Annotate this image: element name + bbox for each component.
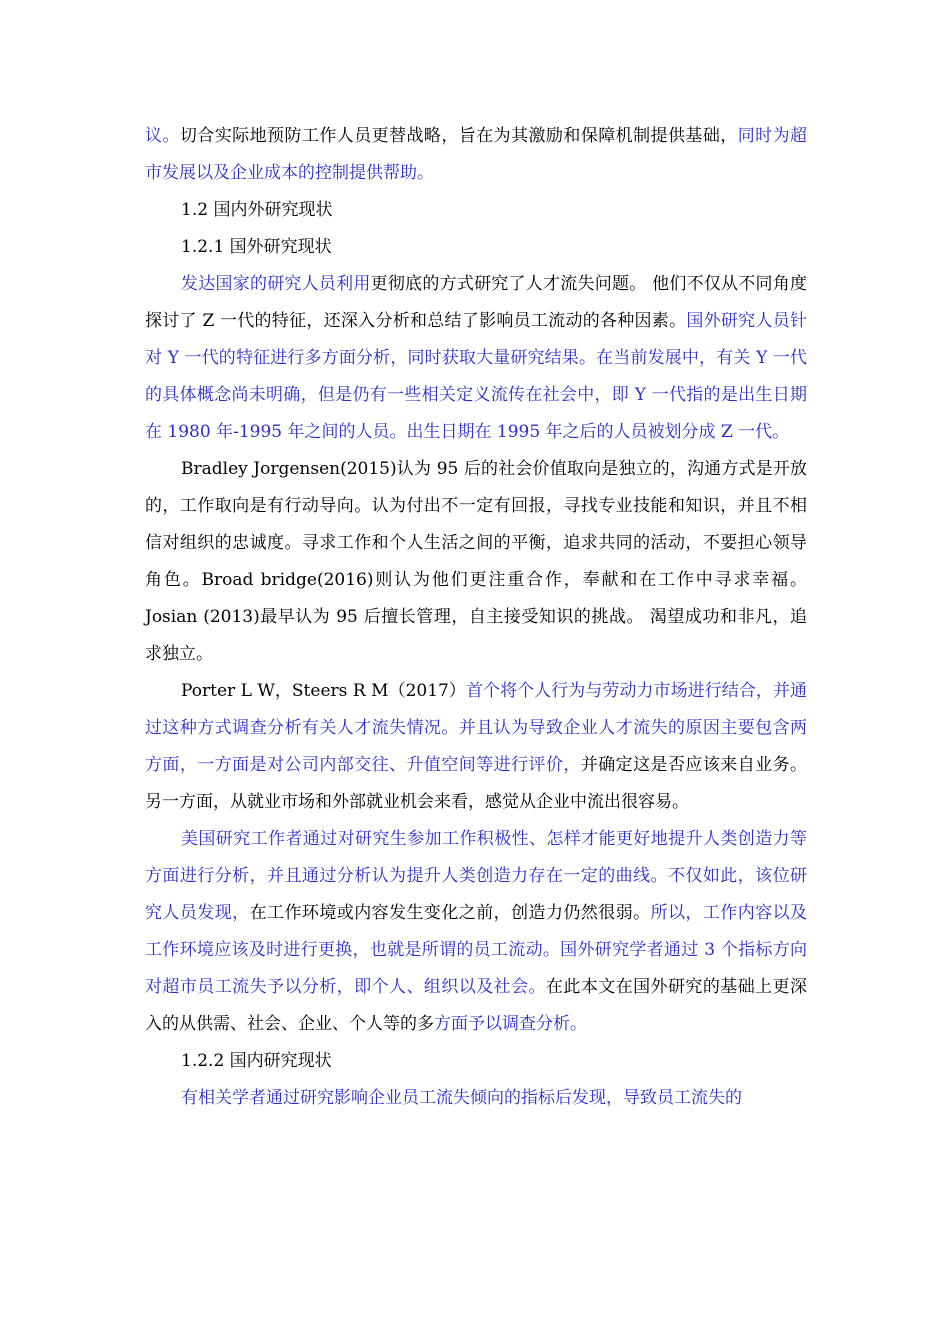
heading-text: 1.2 国内外研究现状 <box>181 200 333 220</box>
text-segment: 切合实际地预防工作人员更替战略，旨在为其激励和保障机制提供基础， <box>179 126 738 146</box>
heading-text: 1.2.1 国外研究现状 <box>181 237 332 257</box>
text-segment: 国外研究人员针对 Y 一代的特征进行多方面分析，同时获取大量研究结果。在当前发展中，有关 Y 一代的具体概念尚未明确，但是仍有一些相关定义流传在社会中，即 Y 一代指的是出生日期在 1980 年-1995 年之间的人员。出生日期在 1995 年之后的人员被划分成 Z 一代。 <box>145 311 807 442</box>
text-segment: 方面予以调查分析。 <box>434 1014 587 1034</box>
text-segment: 所以，工作内容以及工作环境应该及时进行更换，也就是所谓的员工流动。国外研究学者通过 3 个指标方向对超市员工流失予以分析，即个人、组织以及社会。 <box>145 903 808 997</box>
paragraph-intro-end <box>145 118 807 192</box>
text-segment: 同时为超市发展以及企业成本的控制提供帮助。 <box>145 126 808 183</box>
paragraph-foreign-research <box>145 266 807 451</box>
text-segment: 在工作环境或内容发生变化之前，创造力仍然很弱。 <box>249 903 651 923</box>
text-segment: 首个将个人行为与劳动力市场进行结合，并通过这种方式调查分析有关人才流失情况。并且认为导致企业人才流失的原因主要包含两方面，一方面是对公司内部交往、升值空间等进行评价， <box>145 681 807 775</box>
text-segment: 在此本文在国外研究的基础上更深入的从供需、社会、企业、个人等的多 <box>145 977 808 1034</box>
text-segment: Porter L W，Steers R M（2017） <box>181 681 466 701</box>
text-segment: 议。 <box>145 126 180 146</box>
text-segment: 并确定这是否应该来自业务。另一方面，从就业市场和外部就业机会来看，感觉从企业中流出很容易。 <box>145 755 808 812</box>
section-heading-1-2-2 <box>145 1043 807 1080</box>
text-segment: 更彻底的方式研究了人才流失问题。 他们不仅从不同角度探讨了 Z 一代的特征，还深入分析和总结了影响员工流动的各种因素。 <box>145 274 808 331</box>
text-segment: 有相关学者通过研究影响企业员工流失倾向的指标后发现，导致员工流失的 <box>181 1088 742 1108</box>
heading-text: 1.2.2 国内研究现状 <box>181 1051 332 1071</box>
text-segment: Bradley Jorgensen(2015)认为 95 后的社会价值取向是独立的，沟通方式是开放的，工作取向是有行动导向。认为付出不一定有回报，寻找专业技能和知识，并且不相信对组织的忠诚度。寻求工作和个人生活之间的平衡，追求共同的活动，不要担心领导角色。Broad bridge(2016)则认为他们更注重合作，奉献和在工作中寻求幸福。Josian (2013)最早认为 95 后擅长管理，自主接受知识的挑战。 渴望成功和非凡，追求独立。 <box>145 459 807 664</box>
paragraph-us-researchers <box>145 821 807 1043</box>
document-body <box>145 118 807 1117</box>
paragraph-domestic-research <box>145 1080 807 1117</box>
text-segment: 美国研究工作者通过对研究生参加工作积极性、怎样才能更好地提升人类创造力等方面进行分析，并且通过分析认为提升人类创造力存在一定的曲线。不仅如此，该位研究人员发现， <box>145 829 807 923</box>
section-heading-1-2 <box>145 192 807 229</box>
paragraph-porter-steers <box>145 673 807 821</box>
text-segment: 发达国家的研究人员利用 <box>181 274 371 294</box>
paragraph-jorgensen <box>145 451 807 673</box>
section-heading-1-2-1 <box>145 229 807 266</box>
